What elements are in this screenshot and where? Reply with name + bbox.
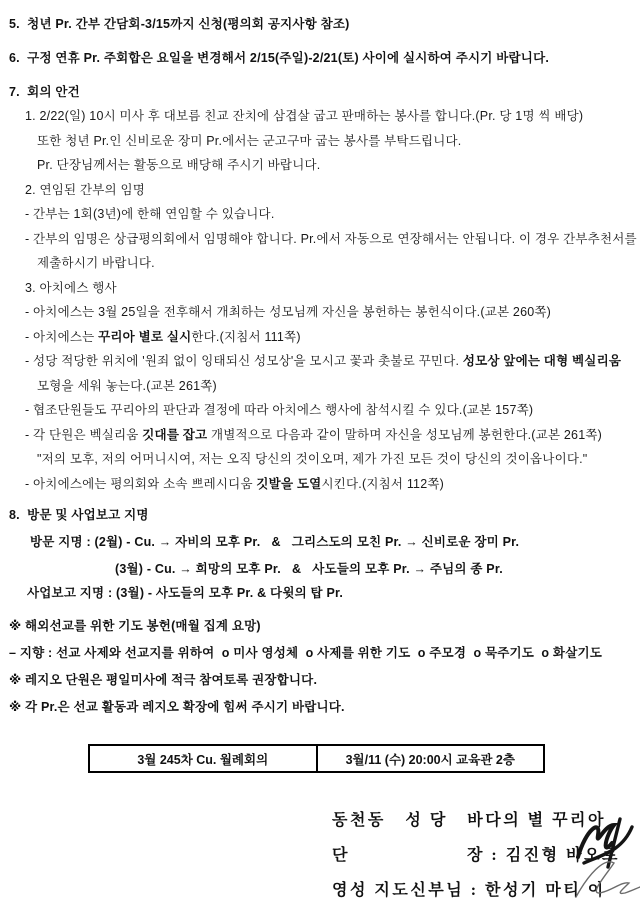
doc-text-segment: ※ 각 Pr.은 선교 활동과 레지오 확장에 힘써 주시기 바랍니다. bbox=[9, 700, 345, 714]
doc-text-segment: 한다.(지침서 111쪽) bbox=[191, 329, 301, 344]
signature-block bbox=[332, 811, 640, 901]
doc-text-segment: 7. 회의 안건 bbox=[9, 84, 80, 99]
visit-assignment-feb bbox=[0, 534, 640, 551]
doc-text-segment: 방문 지명 : (2월) - Cu. → 자비의 모후 Pr. & 그리스도의 모친 Pr. → 신비로운 장미 Pr. bbox=[30, 534, 520, 549]
doc-text-segment: 사업보고 지명 : (3월) - 사도들의 모후 Pr. & 다윗의 탑 Pr. bbox=[27, 586, 344, 600]
doc-text-segment: – 지향 : 선교 사제와 선교지를 위하여 o 미사 영성체 o 사제를 위한 기도 o 주모경 o 묵주기도 o 화살기도 bbox=[9, 646, 603, 660]
note-mission-intent bbox=[0, 645, 640, 662]
note-legio-expansion bbox=[0, 699, 640, 716]
doc-text-segment: 3. 아치에스 행사 bbox=[25, 280, 117, 295]
agenda-3-note-cont bbox=[0, 378, 640, 395]
note-weekday-mass bbox=[0, 672, 640, 689]
doc-text-segment: 성모상 앞에는 대형 벡실리움 bbox=[462, 354, 622, 368]
doc-text-segment: 1. 2/22(일) 10시 미사 후 대보름 친교 잔치에 삼겹살 굽고 판매하는 봉사를 합니다.(Pr. 당 1명 씩 배당) bbox=[25, 109, 584, 123]
doc-text-segment: 제출하시기 바랍니다. bbox=[37, 256, 155, 270]
doc-text-segment: "저의 모후, 저의 어머니시여, 저는 오직 당신의 것이오며, 제가 가진 모든 것이 당신의 것이옵나이다." bbox=[37, 452, 588, 466]
doc-text-segment: ※ 해외선교를 위한 기도 봉헌(매월 집계 요망) bbox=[9, 619, 261, 633]
table-row bbox=[89, 745, 544, 772]
doc-text-segment: 모형을 세워 놓는다.(교본 261쪽) bbox=[37, 378, 217, 393]
agenda-3-note bbox=[0, 427, 640, 444]
doc-text-segment: ※ 레지오 단원은 평일미사에 적극 참여토록 권장합니다. bbox=[9, 673, 318, 687]
agenda-3-note bbox=[0, 304, 640, 321]
doc-text-segment: - 협조단원들도 꾸리아의 판단과 결정에 따라 아치에스 행사에 참석시킬 수 있다.(교본 157쪽) bbox=[25, 403, 534, 417]
report-assignment-mar bbox=[0, 585, 640, 602]
doc-text-segment: - 간부의 임명은 상급평의회에서 임명해야 합니다. Pr.에서 자동으로 연장해서는 안됩니다. 이 경우 간부추천서를 bbox=[25, 231, 637, 246]
note-mission-prayer bbox=[0, 618, 640, 635]
doc-text-segment: 5. 청년 Pr. 간부 간담회-3/15까지 신청(평의회 공지사항 참조) bbox=[9, 16, 350, 31]
item-7-heading bbox=[0, 84, 640, 101]
agenda-3-note bbox=[0, 476, 640, 493]
doc-text-segment: 2. 연임된 간부의 임명 bbox=[25, 182, 146, 197]
doc-text-segment: 꾸리아 별로 실시 bbox=[98, 329, 192, 344]
doc-text-segment: Pr. 단장님께서는 활동으로 배당해 주시기 바랍니다. bbox=[37, 158, 321, 172]
doc-text-segment: - 아치에스는 3월 25일을 전후해서 개최하는 성모님께 자신을 봉헌하는 봉헌식이다.(교본 260쪽) bbox=[25, 305, 552, 319]
next-meeting-datetime-cell: 3월/11 (수) 20:00시 교육관 2층 bbox=[317, 745, 545, 772]
doc-text-segment: - 각 단원은 벡실리움 bbox=[25, 427, 143, 442]
doc-text-segment: 또한 청년 Pr.인 신비로운 장미 Pr.에서는 군고구마 굽는 봉사를 부탁드립니다. bbox=[37, 133, 462, 148]
item-5 bbox=[0, 16, 640, 33]
visit-assignment-mar bbox=[0, 561, 640, 578]
agenda-1-cont bbox=[0, 157, 640, 174]
doc-text-segment: - 성당 적당한 위치에 '원죄 없이 잉태되신 성모상'을 모시고 꽃과 촛불로 꾸민다. bbox=[25, 354, 463, 368]
doc-text-segment: 깃대를 잡고 bbox=[142, 427, 208, 442]
doc-text-segment: 8. 방문 및 사업보고 지명 bbox=[9, 507, 149, 522]
organization-name: 동천동 성 당 바다의 별 꾸리아 bbox=[332, 812, 606, 829]
agenda-1 bbox=[0, 108, 640, 125]
doc-text-segment: 깃발을 도열 bbox=[256, 476, 322, 491]
agenda-2-note bbox=[0, 231, 640, 248]
agenda-3-note bbox=[0, 353, 640, 370]
agenda-2-note-cont bbox=[0, 255, 640, 272]
doc-text-segment: - 아치에스는 bbox=[25, 329, 99, 344]
spiritual-director-line: 영성 지도신부님 : 한성기 마티 이 bbox=[332, 882, 606, 899]
agenda-2-note bbox=[0, 206, 640, 223]
doc-text-segment: (3월) - Cu. → 희망의 모후 Pr. & 사도들의 모후 Pr. → 주님의 종 Pr. bbox=[115, 561, 503, 576]
next-meeting-title-cell: 3월 245차 Cu. 월례회의 bbox=[89, 745, 317, 772]
next-meeting-table bbox=[88, 744, 545, 773]
agenda-3-quote bbox=[0, 451, 640, 468]
doc-text-segment: - 간부는 1회(3년)에 한해 연임할 수 있습니다. bbox=[25, 207, 275, 221]
document-body bbox=[0, 16, 640, 717]
doc-text-segment: 6. 구정 연휴 Pr. 주회합은 요일을 변경해서 2/15(주일)-2/21(토) 사이에 실시하여 주시기 바랍니다. bbox=[9, 50, 550, 65]
doc-text-segment: - 아치에스에는 평의회와 소속 쁘레시디움 bbox=[25, 476, 257, 491]
doc-text-segment: 개별적으로 다음과 같이 말하며 자신을 성모님께 봉헌한다.(교본 261쪽) bbox=[207, 427, 602, 442]
agenda-3-note bbox=[0, 402, 640, 419]
agenda-3 bbox=[0, 280, 640, 297]
item-6 bbox=[0, 50, 640, 67]
president-name-line: 단 장 : 김진형 바오로 bbox=[332, 847, 620, 864]
agenda-3-note bbox=[0, 329, 640, 346]
doc-text-segment: 시킨다.(지침서 112쪽) bbox=[321, 476, 444, 491]
agenda-2 bbox=[0, 182, 640, 199]
item-8-heading bbox=[0, 507, 640, 524]
agenda-1-cont bbox=[0, 133, 640, 150]
